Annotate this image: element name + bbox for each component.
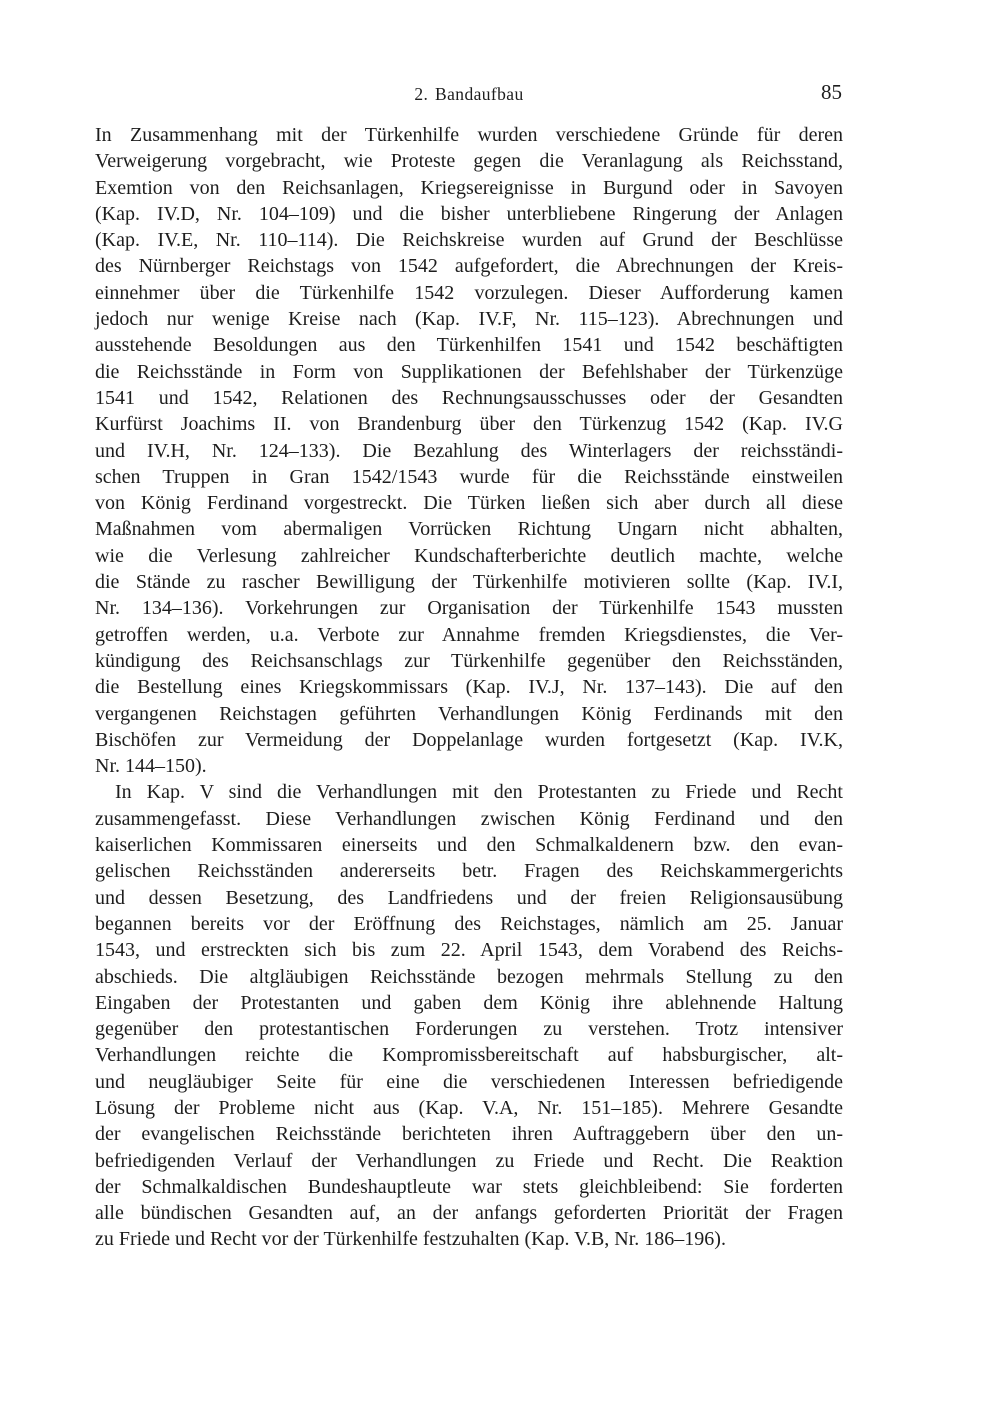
text-line: 1543, und erstreckten sich bis zum 22. April 1543, dem Vorabend des Reichs-: [95, 939, 843, 962]
text-line: des Nürnberger Reichstags von 1542 aufgefordert, die Abrechnungen der Kreis-: [95, 255, 843, 278]
chapter-heading: 2. Bandaufbau: [414, 84, 524, 104]
text-line: gegenüber den protestantischen Forderungen zu verstehen. Trotz intensiver: [95, 1018, 843, 1041]
text-line: Bischöfen zur Vermeidung der Doppelanlage wurden fortgesetzt (Kap. IV.K,: [95, 728, 843, 751]
paragraph: [95, 779, 843, 1252]
text-line: Verhandlungen reichte die Kompromissbereitschaft auf habsburgischer, alt-: [95, 1044, 843, 1067]
text-line: wie die Verlesung zahlreicher Kundschafterberichte deutlich machte, welche: [95, 544, 843, 567]
text-line: Eingaben der Protestanten und gaben dem König ihre ablehnende Haltung: [95, 991, 843, 1014]
text-line: Kurfürst Joachims II. von Brandenburg über den Türkenzug 1542 (Kap. IV.G: [95, 413, 843, 436]
text-line: begannen bereits vor der Eröffnung des Reichstages, nämlich am 25. Januar: [95, 912, 843, 935]
text-line: und dessen Besetzung, des Landfriedens und der freien Religionsausübung: [95, 886, 843, 909]
text-line: schen Truppen in Gran 1542/1543 wurde für die Reichsstände einstweilen: [95, 465, 843, 488]
text-line: die Reichsstände in Form von Supplikationen der Befehlshaber der Türkenzüge: [95, 360, 843, 383]
text-line: (Kap. IV.E, Nr. 110–114). Die Reichskreise wurden auf Grund der Beschlüsse: [95, 229, 843, 252]
text-line: zu Friede und Recht vor der Türkenhilfe festzuhalten (Kap. V.B, Nr. 186–196).: [95, 1228, 726, 1251]
text-line: und IV.H, Nr. 124–133). Die Bezahlung des Winterlagers der reichsständi-: [95, 439, 843, 462]
text-line: kündigung des Reichsanschlags zur Türkenhilfe gegenüber den Reichsständen,: [95, 649, 843, 672]
text-line: (Kap. IV.D, Nr. 104–109) und die bisher unterbliebene Ringerung der Anlagen: [95, 202, 843, 225]
text-line: abschieds. Die altgläubigen Reichsstände bezogen mehrmals Stellung zu den: [95, 965, 843, 988]
text-line: einnehmer über die Türkenhilfe 1542 vorzulegen. Dieser Aufforderung kamen: [95, 281, 843, 304]
text-line: der evangelischen Reichsstände berichteten ihren Auftraggebern über den un-: [95, 1123, 843, 1146]
paragraph: [95, 122, 843, 779]
text-line: Nr. 134–136). Vorkehrungen zur Organisation der Türkenhilfe 1543 mussten: [95, 597, 843, 620]
page-number: 85: [821, 80, 842, 104]
text-line: befriedigenden Verlauf der Verhandlungen zu Friede und Recht. Die Reaktion: [95, 1149, 843, 1172]
text-line: ausstehende Besoldungen aus den Türkenhilfen 1541 und 1542 beschäftigten: [95, 334, 843, 357]
text-body: [95, 122, 843, 1253]
text-line: Maßnahmen vom abermaligen Vorrücken Richtung Ungarn nicht abhalten,: [95, 518, 843, 541]
text-line: alle bündischen Gesandten auf, an der anfangs geforderten Priorität der Fragen: [95, 1202, 843, 1225]
text-line: Verweigerung vorgebracht, wie Proteste gegen die Veranlagung als Reichsstand,: [95, 150, 843, 173]
text-column: [95, 80, 843, 1253]
text-line: In Zusammenhang mit der Türkenhilfe wurden verschiedene Gründe für deren: [95, 124, 843, 146]
text-line: die Bestellung eines Kriegskommissars (Kap. IV.J, Nr. 137–143). Die auf den: [95, 676, 843, 699]
text-line: jedoch nur wenige Kreise nach (Kap. IV.F, Nr. 115–123). Abrechnungen und: [95, 308, 843, 331]
text-line: gelischen Reichsständen andererseits betr. Fragen des Reichskammergerichts: [95, 860, 843, 883]
text-line: und neugläubiger Seite für eine die verschiedenen Interessen befriedigende: [95, 1070, 843, 1093]
text-line: kaiserlichen Kommissaren einerseits und den Schmalkaldenern bzw. den evan-: [95, 834, 843, 857]
text-line: 1541 und 1542, Relationen des Rechnungsausschusses oder der Gesandten: [95, 386, 843, 409]
text-line: zusammengefasst. Diese Verhandlungen zwischen König Ferdinand und den: [95, 807, 843, 830]
text-line: Nr. 144–150).: [95, 755, 207, 778]
text-line: Exemtion von den Reichsanlagen, Kriegsereignisse in Burgund oder in Savoyen: [95, 176, 843, 199]
text-line: der Schmalkaldischen Bundeshauptleute war stets gleichbleibend: Sie forderten: [95, 1175, 843, 1198]
text-line: In Kap. V sind die Verhandlungen mit den Protestanten zu Friede und Recht: [115, 781, 843, 804]
text-line: vergangenen Reichstagen geführten Verhandlungen König Ferdinands mit den: [95, 702, 843, 725]
text-line: die Stände zu rascher Bewilligung der Türkenhilfe motivieren sollte (Kap. IV.I,: [95, 571, 843, 594]
running-header: [95, 80, 843, 106]
text-line: Lösung der Probleme nicht aus (Kap. V.A, Nr. 151–185). Mehrere Gesandte: [95, 1096, 843, 1119]
text-line: getroffen werden, u.a. Verbote zur Annahme fremden Kriegsdienstes, die Ver-: [95, 623, 843, 646]
text-line: von König Ferdinand vorgestreckt. Die Türken ließen sich aber durch all diese: [95, 492, 843, 515]
